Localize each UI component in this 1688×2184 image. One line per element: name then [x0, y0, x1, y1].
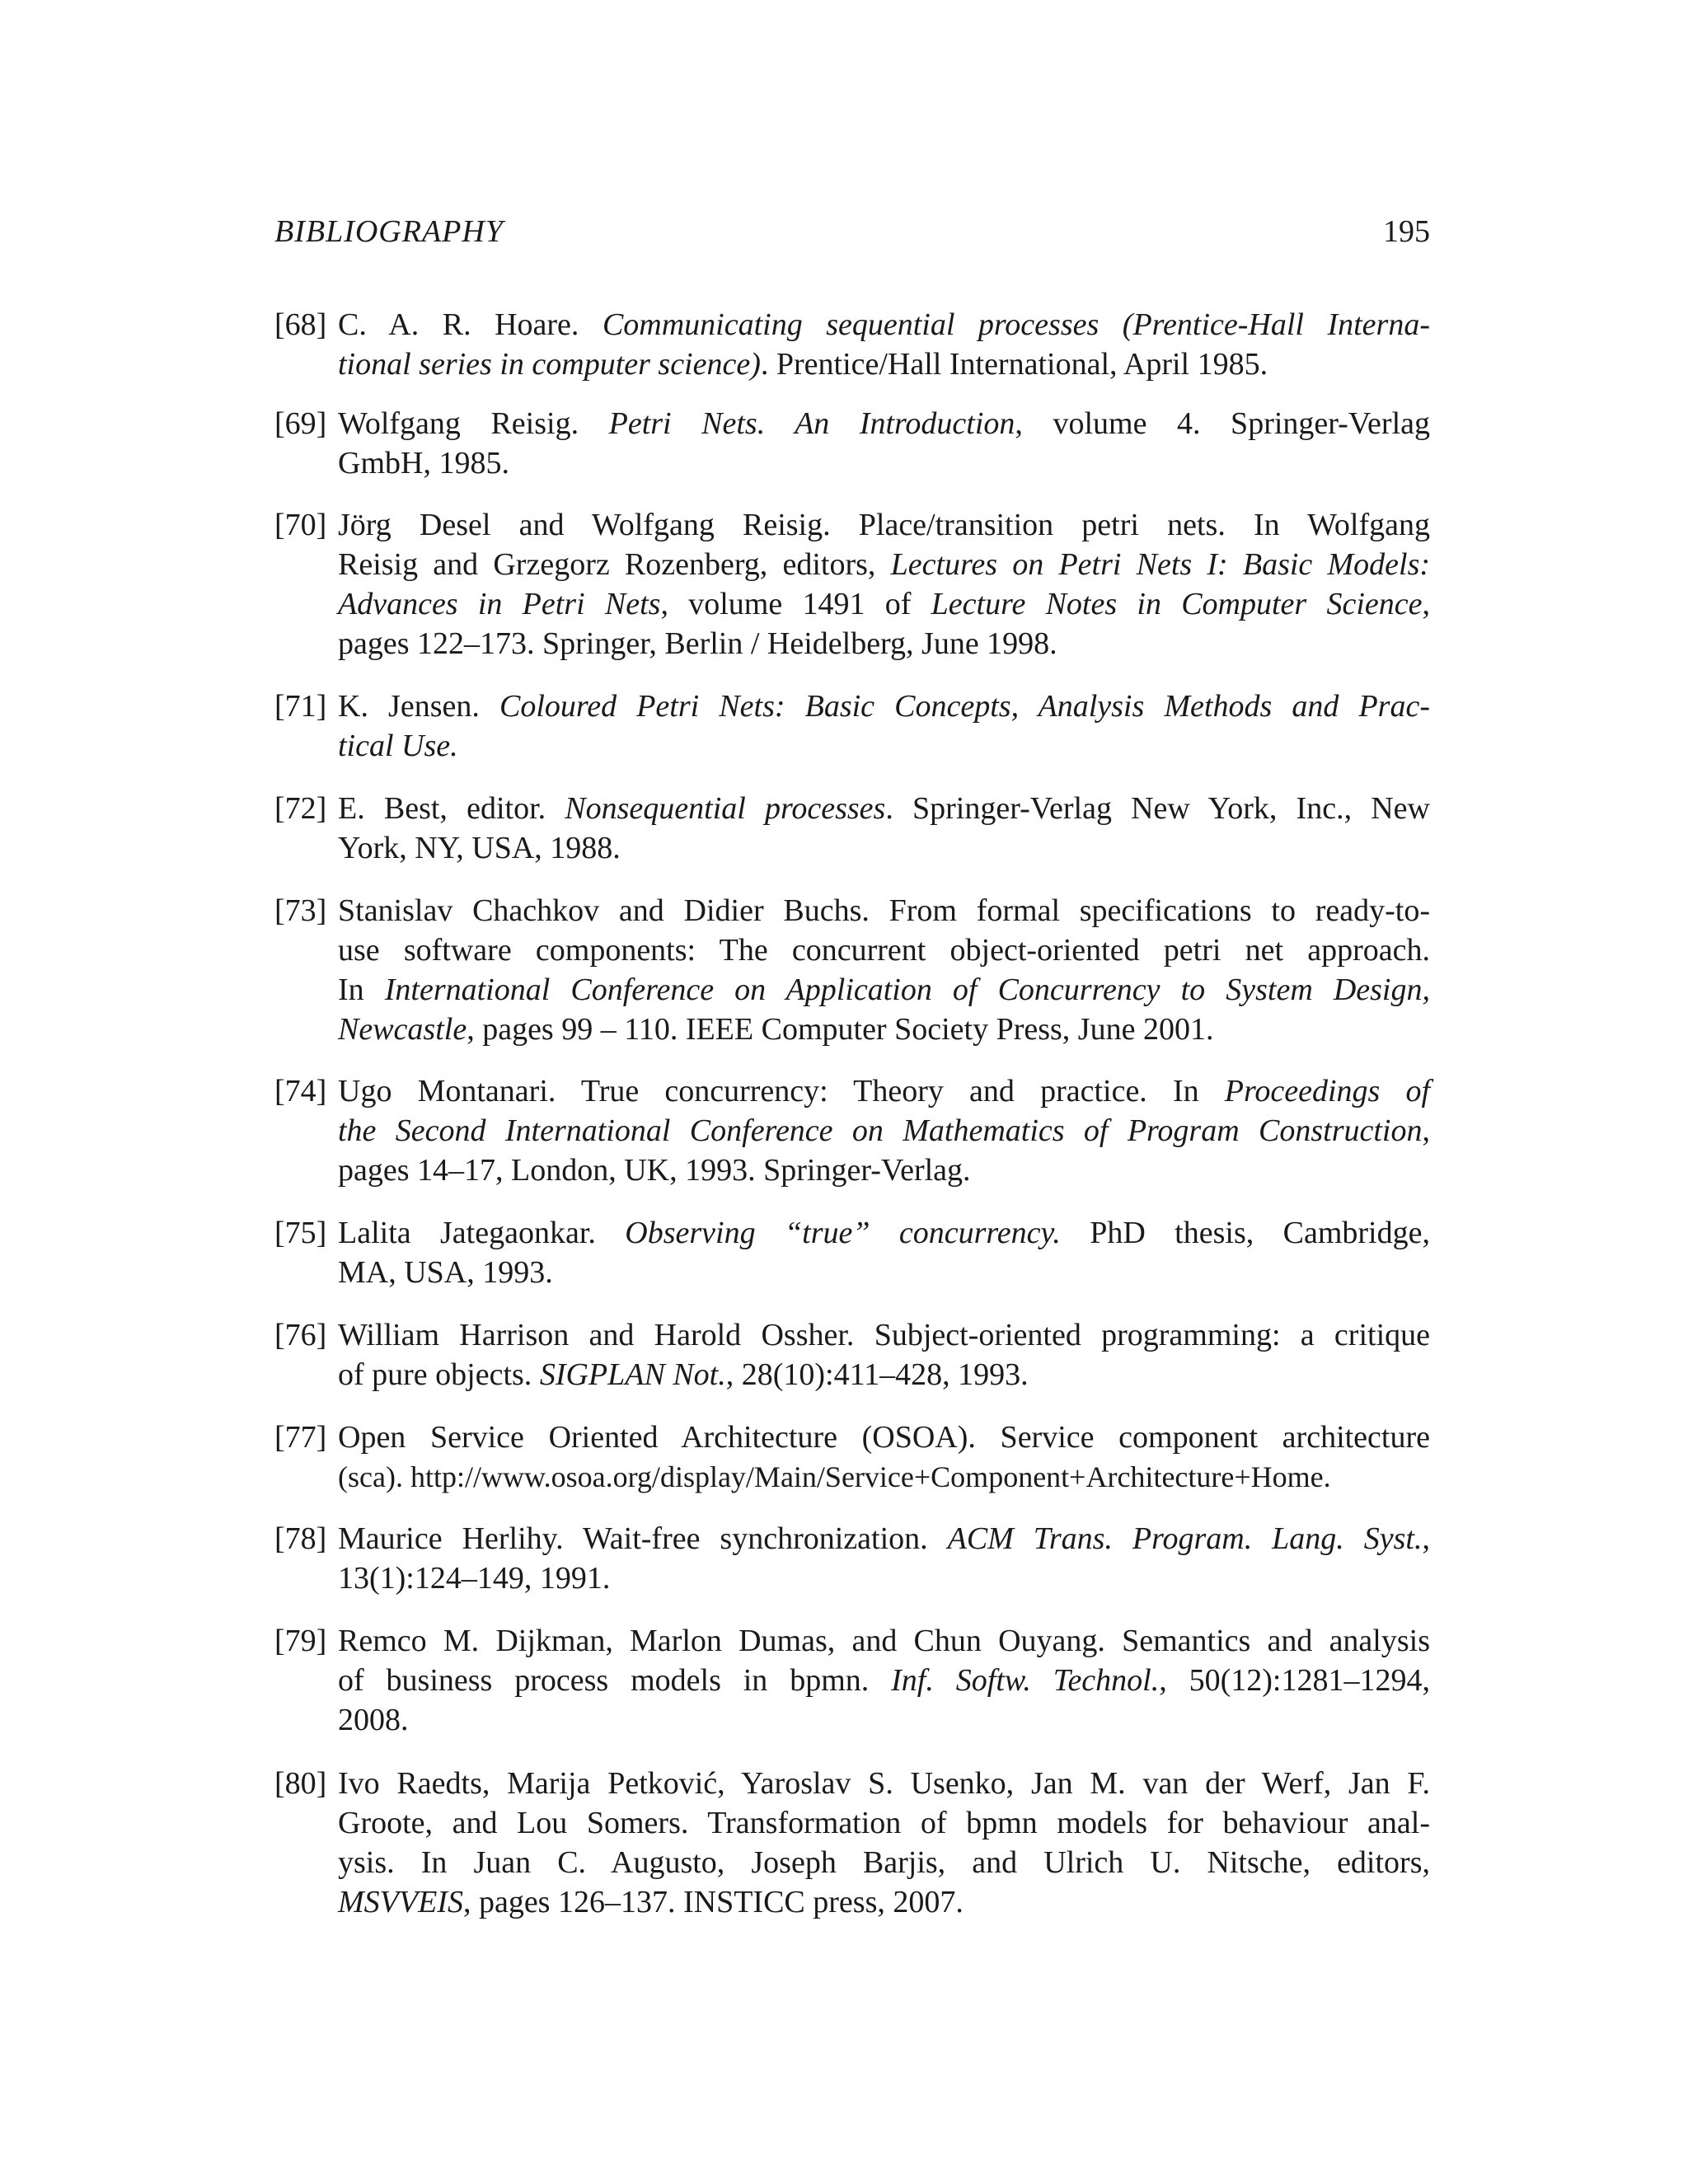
entry-number: [75] — [274, 1216, 327, 1250]
entry-number: [72] — [274, 791, 327, 826]
entry-line: Advances in Petri Nets, volume 1491 of Lecture Notes in Computer Science, — [338, 587, 1430, 621]
entry-line: William Harrison and Harold Ossher. Subject-oriented programming: a critique — [338, 1318, 1430, 1352]
entry-number: [74] — [274, 1074, 327, 1108]
entry-line: ysis. In Juan C. Augusto, Joseph Barjis, and Ulrich U. Nitsche, editors, — [338, 1845, 1430, 1880]
entry-line: Ugo Montanari. True concurrency: Theory and practice. In Proceedings of — [338, 1074, 1431, 1108]
entry-line: Wolfgang Reisig. Petri Nets. An Introduction, volume 4. Springer-Verlag — [338, 406, 1430, 441]
running-title: BIBLIOGRAPHY — [274, 214, 504, 249]
entry-line: Newcastle, pages 99 – 110. IEEE Computer Society Press, June 2001. — [338, 1012, 1214, 1047]
entry-line: C. A. R. Hoare. Communicating sequential processes (Prentice-Hall Interna- — [338, 307, 1430, 342]
entry-line: Open Service Oriented Architecture (OSOA). Service component architecture — [338, 1420, 1430, 1455]
entry-number: [78] — [274, 1521, 327, 1556]
entry-line: the Second International Conference on Mathematics of Program Construction, — [338, 1113, 1430, 1148]
entry-line: 2008. — [338, 1703, 409, 1737]
entry-line: K. Jensen. Coloured Petri Nets: Basic Concepts, Analysis Methods and Prac- — [338, 689, 1430, 724]
entry-line: MA, USA, 1993. — [338, 1255, 553, 1290]
entry-number: [79] — [274, 1624, 327, 1658]
entry-line: Lalita Jategaonkar. Observing “true” concurrency. PhD thesis, Cambridge, — [338, 1216, 1430, 1250]
entry-line: Maurice Herlihy. Wait-free synchronization. ACM Trans. Program. Lang. Syst., — [338, 1521, 1430, 1556]
entry-number: [77] — [274, 1420, 327, 1455]
entry-number: [80] — [274, 1766, 327, 1801]
entry-line: Remco M. Dijkman, Marlon Dumas, and Chun Ouyang. Semantics and analysis — [338, 1624, 1430, 1658]
entry-line: Groote, and Lou Somers. Transformation of bpmn models for behaviour anal- — [338, 1806, 1430, 1840]
entry-number: [68] — [274, 307, 327, 342]
entry-line: York, NY, USA, 1988. — [338, 831, 621, 865]
entry-line: Ivo Raedts, Marija Petković, Yaroslav S. Usenko, Jan M. van der Werf, Jan F. — [338, 1766, 1430, 1801]
entry-line: pages 14–17, London, UK, 1993. Springer-Verlag. — [338, 1153, 971, 1188]
entry-number: [70] — [274, 508, 327, 542]
entry-line: pages 122–173. Springer, Berlin / Heidelberg, June 1998. — [338, 626, 1057, 661]
entry-number: [76] — [274, 1318, 327, 1352]
entry-line: (sca). http://www.osoa.org/display/Main/Service+Component+Architecture+Home. — [338, 1460, 1331, 1493]
entry-line: 13(1):124–149, 1991. — [338, 1561, 611, 1596]
entry-line: use software components: The concurrent object-oriented petri net approach. — [338, 933, 1430, 968]
entry-line: Reisig and Grzegorz Rozenberg, editors, Lectures on Petri Nets I: Basic Models: — [338, 547, 1431, 582]
entry-line: GmbH, 1985. — [338, 446, 509, 480]
entry-line: of pure objects. SIGPLAN Not., 28(10):411–428, 1993. — [338, 1357, 1029, 1392]
entry-number: [71] — [274, 689, 327, 724]
running-header — [274, 211, 1430, 252]
entry-line: MSVVEIS, pages 126–137. INSTICC press, 2007. — [338, 1885, 964, 1919]
entry-line: E. Best, editor. Nonsequential processes. Springer-Verlag New York, Inc., New — [338, 791, 1430, 826]
entry-number: [69] — [274, 406, 327, 441]
entry-line: tional series in computer science). Prentice/Hall International, April 1985. — [338, 347, 1268, 382]
page-number: 195 — [1383, 214, 1430, 249]
entry-number: [73] — [274, 893, 327, 928]
entry-line: of business process models in bpmn. Inf. Softw. Technol., 50(12):1281–1294, — [338, 1663, 1430, 1698]
entry-line: Stanislav Chachkov and Didier Buchs. From formal specifications to ready-to- — [338, 893, 1430, 928]
entry-line: tical Use. — [338, 729, 458, 763]
entry-line: In International Conference on Application of Concurrency to System Design, — [338, 972, 1430, 1007]
entry-line: Jörg Desel and Wolfgang Reisig. Place/transition petri nets. In Wolfgang — [338, 508, 1430, 542]
